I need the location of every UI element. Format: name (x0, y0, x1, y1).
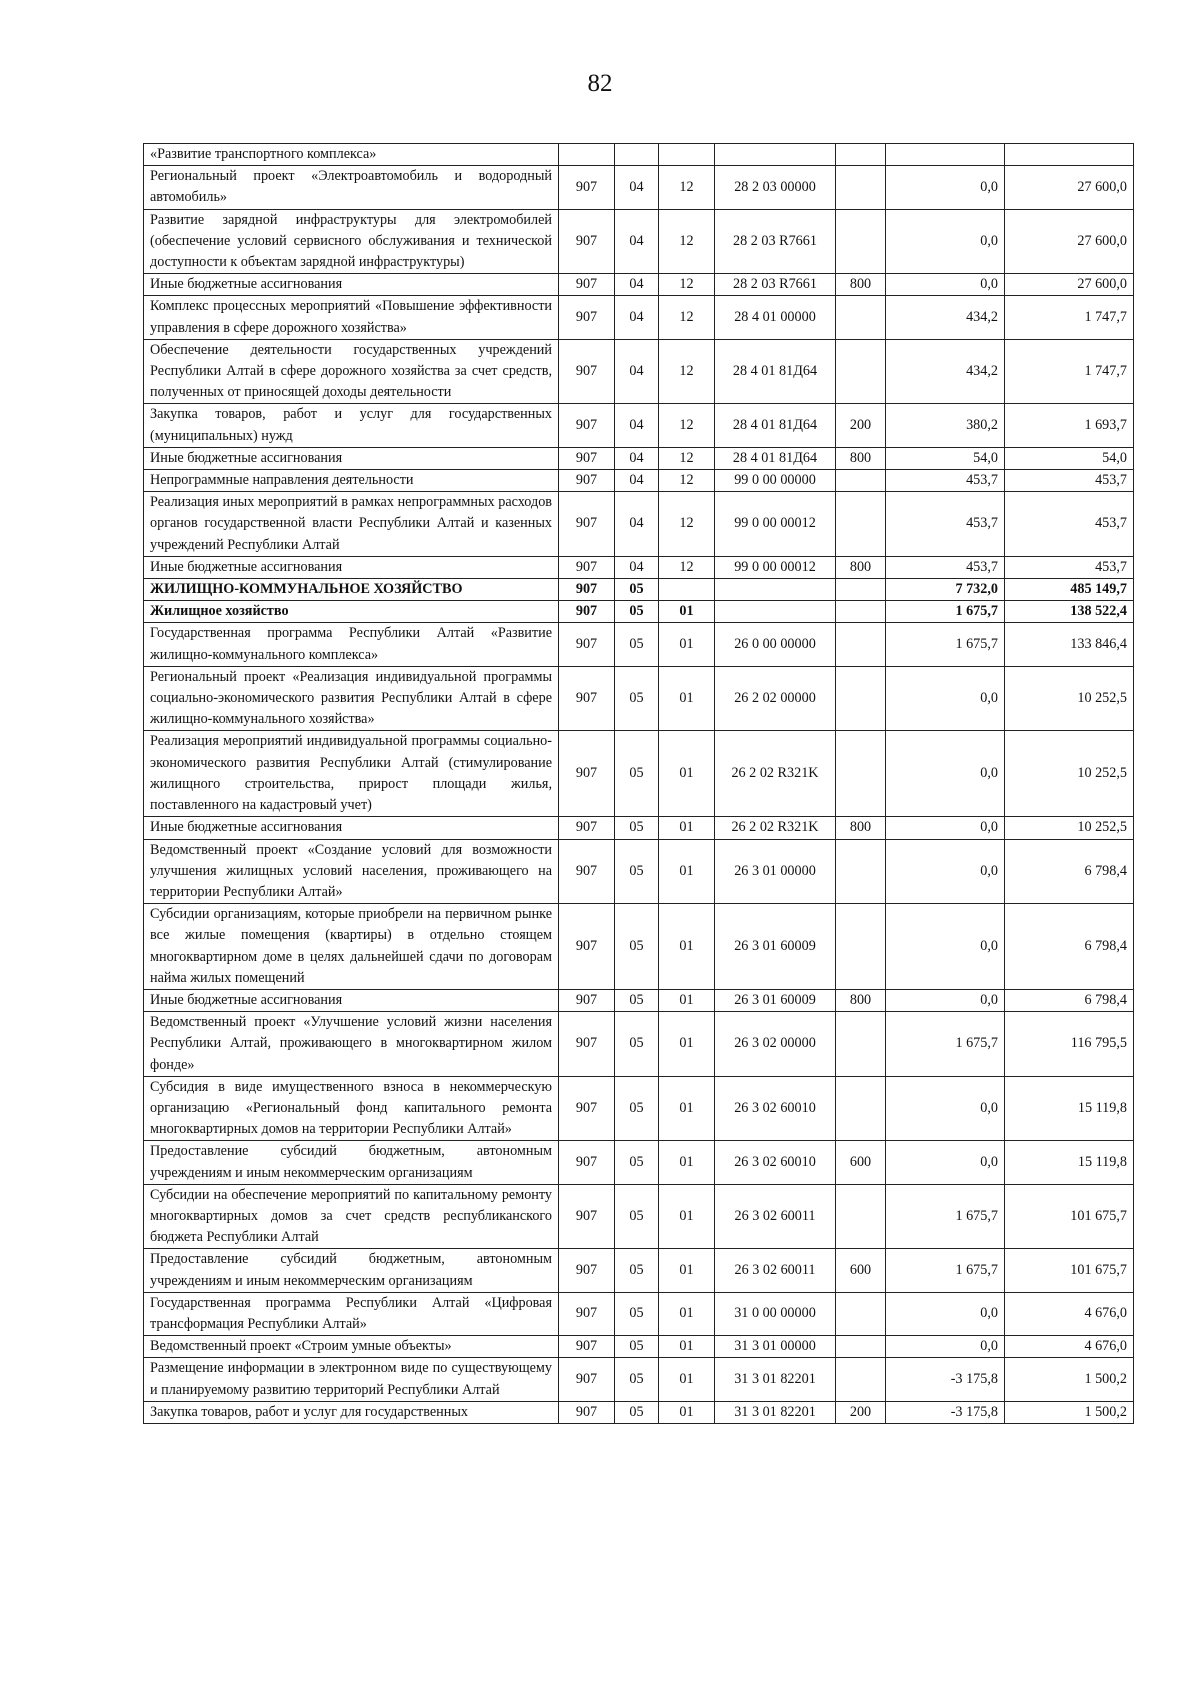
row-name-cell: Развитие зарядной инфраструктуры для электромобилей (обеспечение условий сервисного обслуживания и технической доступности к объектам зарядной инфраструктуры) (144, 209, 559, 274)
table-row (144, 209, 1134, 274)
row-amount-change-cell: 0,0 (886, 1141, 1005, 1184)
row-subsection-cell: 12 (659, 296, 715, 339)
row-section-cell: 04 (615, 339, 659, 404)
row-target-article-cell: 26 2 02 R321K (715, 731, 836, 817)
row-subsection-cell: 01 (659, 1076, 715, 1141)
row-ved-cell: 907 (559, 839, 615, 904)
row-target-article-cell: 28 2 03 R7661 (715, 274, 836, 296)
row-subsection-cell: 12 (659, 274, 715, 296)
row-name-cell: Ведомственный проект «Создание условий для возможности улучшения жилищных условий населения, проживающего на территории Республики Алтай» (144, 839, 559, 904)
row-subsection-cell: 12 (659, 492, 715, 557)
row-expense-type-cell (836, 1184, 886, 1249)
row-name-cell: ЖИЛИЩНО-КОММУНАЛЬНОЕ ХОЗЯЙСТВО (144, 579, 559, 601)
row-section-cell: 05 (615, 839, 659, 904)
row-ved-cell: 907 (559, 1358, 615, 1401)
row-ved-cell: 907 (559, 404, 615, 447)
row-section-cell: 04 (615, 296, 659, 339)
row-amount-change-cell: 1 675,7 (886, 623, 1005, 666)
row-expense-type-cell (836, 166, 886, 209)
row-section-cell: 05 (615, 1076, 659, 1141)
table-row (144, 1076, 1134, 1141)
row-expense-type-cell (836, 1336, 886, 1358)
row-amount-total-cell: 27 600,0 (1005, 166, 1134, 209)
row-expense-type-cell: 200 (836, 404, 886, 447)
table-row (144, 1358, 1134, 1401)
row-amount-total-cell: 4 676,0 (1005, 1292, 1134, 1335)
table-row (144, 1249, 1134, 1292)
row-section-cell: 05 (615, 1012, 659, 1077)
row-name-cell: Предоставление субсидий бюджетным, автономным учреждениям и иным некоммерческим организациям (144, 1249, 559, 1292)
row-amount-change-cell: 1 675,7 (886, 1184, 1005, 1249)
table-row (144, 1401, 1134, 1423)
row-subsection-cell (659, 144, 715, 166)
row-ved-cell (559, 144, 615, 166)
row-target-article-cell: 26 3 01 60009 (715, 904, 836, 990)
row-amount-total-cell: 138 522,4 (1005, 601, 1134, 623)
row-expense-type-cell: 800 (836, 556, 886, 578)
table-row (144, 144, 1134, 166)
row-subsection-cell: 01 (659, 731, 715, 817)
row-section-cell: 04 (615, 209, 659, 274)
row-amount-change-cell: -3 175,8 (886, 1358, 1005, 1401)
row-section-cell: 04 (615, 404, 659, 447)
row-amount-total-cell: 54,0 (1005, 447, 1134, 469)
row-target-article-cell: 31 0 00 00000 (715, 1292, 836, 1335)
row-amount-change-cell: 1 675,7 (886, 1012, 1005, 1077)
table-row (144, 601, 1134, 623)
table-row (144, 1292, 1134, 1335)
row-name-cell: Реализация иных мероприятий в рамках непрограммных расходов органов государственной власти Республики Алтай и казенных учреждений Республики Алтай (144, 492, 559, 557)
row-expense-type-cell: 800 (836, 447, 886, 469)
row-section-cell: 05 (615, 731, 659, 817)
row-name-cell: Региональный проект «Электроавтомобиль и водородный автомобиль» (144, 166, 559, 209)
row-amount-change-cell: 1 675,7 (886, 601, 1005, 623)
row-expense-type-cell: 600 (836, 1141, 886, 1184)
row-target-article-cell: 26 3 02 00000 (715, 1012, 836, 1077)
row-amount-change-cell: 0,0 (886, 839, 1005, 904)
row-amount-total-cell: 1 500,2 (1005, 1358, 1134, 1401)
row-amount-total-cell: 133 846,4 (1005, 623, 1134, 666)
row-amount-total-cell: 116 795,5 (1005, 1012, 1134, 1077)
row-target-article-cell: 31 3 01 82201 (715, 1358, 836, 1401)
row-subsection-cell: 01 (659, 989, 715, 1011)
row-ved-cell: 907 (559, 209, 615, 274)
row-target-article-cell: 26 0 00 00000 (715, 623, 836, 666)
row-expense-type-cell (836, 623, 886, 666)
row-target-article-cell: 26 3 02 60011 (715, 1184, 836, 1249)
row-ved-cell: 907 (559, 1249, 615, 1292)
row-section-cell: 04 (615, 492, 659, 557)
row-expense-type-cell: 600 (836, 1249, 886, 1292)
budget-table (143, 143, 1134, 1424)
row-name-cell: Региональный проект «Реализация индивидуальной программы социально-экономического развития Республики Алтай в сфере жилищно-коммунального хозяйства» (144, 666, 559, 731)
row-amount-change-cell: 0,0 (886, 904, 1005, 990)
row-subsection-cell: 12 (659, 166, 715, 209)
row-ved-cell: 907 (559, 601, 615, 623)
row-ved-cell: 907 (559, 666, 615, 731)
row-subsection-cell: 12 (659, 404, 715, 447)
row-amount-change-cell: 7 732,0 (886, 579, 1005, 601)
row-target-article-cell: 28 4 01 81Д64 (715, 339, 836, 404)
row-amount-total-cell (1005, 144, 1134, 166)
row-section-cell: 05 (615, 579, 659, 601)
row-amount-change-cell: 434,2 (886, 339, 1005, 404)
row-expense-type-cell (836, 579, 886, 601)
row-subsection-cell: 01 (659, 904, 715, 990)
row-name-cell: Реализация мероприятий индивидуальной программы социально-экономического развития Республики Алтай (стимулирование жилищного строительства, прирост площади жилья, поставленного на кадастровый учет) (144, 731, 559, 817)
row-amount-total-cell: 1 747,7 (1005, 296, 1134, 339)
row-name-cell: «Развитие транспортного комплекса» (144, 144, 559, 166)
row-amount-total-cell: 10 252,5 (1005, 817, 1134, 839)
row-amount-total-cell: 15 119,8 (1005, 1141, 1134, 1184)
row-ved-cell: 907 (559, 817, 615, 839)
row-amount-total-cell: 15 119,8 (1005, 1076, 1134, 1141)
row-ved-cell: 907 (559, 556, 615, 578)
table-row (144, 666, 1134, 731)
row-amount-change-cell: 453,7 (886, 556, 1005, 578)
row-name-cell: Иные бюджетные ассигнования (144, 556, 559, 578)
row-expense-type-cell (836, 209, 886, 274)
row-expense-type-cell: 800 (836, 989, 886, 1011)
row-section-cell: 05 (615, 1184, 659, 1249)
table-row (144, 492, 1134, 557)
row-name-cell: Иные бюджетные ассигнования (144, 989, 559, 1011)
row-expense-type-cell (836, 470, 886, 492)
row-subsection-cell: 01 (659, 839, 715, 904)
row-amount-total-cell: 453,7 (1005, 470, 1134, 492)
row-name-cell: Размещение информации в электронном виде по существующему и планируемому развитию территорий Республики Алтай (144, 1358, 559, 1401)
row-name-cell: Иные бюджетные ассигнования (144, 274, 559, 296)
row-subsection-cell: 12 (659, 339, 715, 404)
row-name-cell: Непрограммные направления деятельности (144, 470, 559, 492)
table-row (144, 1184, 1134, 1249)
row-amount-total-cell: 10 252,5 (1005, 666, 1134, 731)
row-name-cell: Иные бюджетные ассигнования (144, 817, 559, 839)
table-row (144, 166, 1134, 209)
row-target-article-cell (715, 144, 836, 166)
table-row (144, 1336, 1134, 1358)
row-section-cell: 05 (615, 1249, 659, 1292)
row-target-article-cell: 99 0 00 00000 (715, 470, 836, 492)
row-amount-change-cell: 0,0 (886, 666, 1005, 731)
row-ved-cell: 907 (559, 296, 615, 339)
row-amount-total-cell: 27 600,0 (1005, 274, 1134, 296)
row-subsection-cell: 12 (659, 209, 715, 274)
table-body (144, 144, 1134, 1424)
row-amount-total-cell: 1 747,7 (1005, 339, 1134, 404)
row-name-cell: Ведомственный проект «Улучшение условий жизни населения Республики Алтай, проживающего в многоквартирном жилом фонде» (144, 1012, 559, 1077)
row-ved-cell: 907 (559, 1401, 615, 1423)
row-expense-type-cell (836, 492, 886, 557)
row-target-article-cell: 28 2 03 R7661 (715, 209, 836, 274)
table-row (144, 470, 1134, 492)
row-expense-type-cell (836, 1358, 886, 1401)
row-amount-total-cell: 1 500,2 (1005, 1401, 1134, 1423)
row-name-cell: Комплекс процессных мероприятий «Повышение эффективности управления в сфере дорожного хозяйства» (144, 296, 559, 339)
row-amount-total-cell: 101 675,7 (1005, 1184, 1134, 1249)
row-target-article-cell: 31 3 01 82201 (715, 1401, 836, 1423)
row-subsection-cell: 01 (659, 1358, 715, 1401)
row-section-cell: 04 (615, 556, 659, 578)
table-row (144, 817, 1134, 839)
row-ved-cell: 907 (559, 492, 615, 557)
table-row (144, 989, 1134, 1011)
row-section-cell: 05 (615, 1401, 659, 1423)
row-target-article-cell: 28 2 03 00000 (715, 166, 836, 209)
table-row (144, 404, 1134, 447)
row-name-cell: Предоставление субсидий бюджетным, автономным учреждениям и иным некоммерческим организациям (144, 1141, 559, 1184)
table-row (144, 274, 1134, 296)
row-ved-cell: 907 (559, 989, 615, 1011)
row-amount-change-cell: 1 675,7 (886, 1249, 1005, 1292)
row-ved-cell: 907 (559, 1292, 615, 1335)
row-expense-type-cell (836, 339, 886, 404)
row-amount-total-cell: 485 149,7 (1005, 579, 1134, 601)
row-ved-cell: 907 (559, 1336, 615, 1358)
row-target-article-cell (715, 601, 836, 623)
table-row (144, 339, 1134, 404)
row-subsection-cell: 01 (659, 1249, 715, 1292)
row-target-article-cell (715, 579, 836, 601)
row-amount-total-cell: 6 798,4 (1005, 839, 1134, 904)
row-ved-cell: 907 (559, 166, 615, 209)
row-amount-total-cell: 6 798,4 (1005, 989, 1134, 1011)
row-subsection-cell: 01 (659, 1336, 715, 1358)
row-ved-cell: 907 (559, 904, 615, 990)
table-row (144, 839, 1134, 904)
row-name-cell: Жилищное хозяйство (144, 601, 559, 623)
row-ved-cell: 907 (559, 470, 615, 492)
row-subsection-cell: 01 (659, 1292, 715, 1335)
row-target-article-cell: 26 3 02 60011 (715, 1249, 836, 1292)
row-target-article-cell: 28 4 01 81Д64 (715, 447, 836, 469)
row-subsection-cell: 01 (659, 1184, 715, 1249)
row-section-cell: 05 (615, 989, 659, 1011)
row-amount-total-cell: 10 252,5 (1005, 731, 1134, 817)
row-target-article-cell: 26 3 01 00000 (715, 839, 836, 904)
row-section-cell: 05 (615, 817, 659, 839)
row-amount-change-cell: 0,0 (886, 1076, 1005, 1141)
row-section-cell: 05 (615, 1292, 659, 1335)
row-target-article-cell: 26 3 02 60010 (715, 1076, 836, 1141)
row-target-article-cell: 99 0 00 00012 (715, 492, 836, 557)
row-name-cell: Иные бюджетные ассигнования (144, 447, 559, 469)
row-amount-change-cell: 0,0 (886, 209, 1005, 274)
row-amount-total-cell: 453,7 (1005, 556, 1134, 578)
row-amount-change-cell: 0,0 (886, 1292, 1005, 1335)
row-expense-type-cell (836, 731, 886, 817)
table-row (144, 623, 1134, 666)
row-target-article-cell: 28 4 01 81Д64 (715, 404, 836, 447)
row-section-cell: 05 (615, 623, 659, 666)
row-expense-type-cell: 200 (836, 1401, 886, 1423)
row-amount-change-cell: 0,0 (886, 731, 1005, 817)
table-row (144, 1012, 1134, 1077)
row-name-cell: Обеспечение деятельности государственных учреждений Республики Алтай в сфере дорожного хозяйства за счет средств, полученных от приносящей доходы деятельности (144, 339, 559, 404)
row-ved-cell: 907 (559, 1012, 615, 1077)
row-target-article-cell: 26 3 01 60009 (715, 989, 836, 1011)
row-subsection-cell: 01 (659, 601, 715, 623)
row-subsection-cell: 01 (659, 1401, 715, 1423)
row-name-cell: Ведомственный проект «Строим умные объекты» (144, 1336, 559, 1358)
row-ved-cell: 907 (559, 623, 615, 666)
row-name-cell: Субсидии организациям, которые приобрели на первичном рынке все жилые помещения (квартиры) в отдельно стоящем многоквартирном доме в целях дальнейшей сдачи по договорам найма жилых помещений (144, 904, 559, 990)
table-row (144, 447, 1134, 469)
row-amount-change-cell (886, 144, 1005, 166)
page-number: 82 (587, 70, 613, 97)
table-row (144, 1141, 1134, 1184)
row-amount-change-cell: 0,0 (886, 274, 1005, 296)
row-amount-change-cell: 0,0 (886, 1336, 1005, 1358)
row-name-cell: Закупка товаров, работ и услуг для государственных (муниципальных) нужд (144, 404, 559, 447)
row-target-article-cell: 26 2 02 00000 (715, 666, 836, 731)
row-expense-type-cell: 800 (836, 274, 886, 296)
row-amount-total-cell: 1 693,7 (1005, 404, 1134, 447)
row-subsection-cell: 01 (659, 1141, 715, 1184)
row-subsection-cell: 12 (659, 447, 715, 469)
row-section-cell (615, 144, 659, 166)
row-target-article-cell: 31 3 01 00000 (715, 1336, 836, 1358)
row-name-cell: Государственная программа Республики Алтай «Цифровая трансформация Республики Алтай» (144, 1292, 559, 1335)
row-expense-type-cell (836, 296, 886, 339)
row-amount-change-cell: 434,2 (886, 296, 1005, 339)
row-expense-type-cell (836, 601, 886, 623)
row-ved-cell: 907 (559, 579, 615, 601)
row-subsection-cell (659, 579, 715, 601)
row-amount-change-cell: 0,0 (886, 989, 1005, 1011)
row-target-article-cell: 26 2 02 R321K (715, 817, 836, 839)
row-subsection-cell: 01 (659, 623, 715, 666)
row-ved-cell: 907 (559, 274, 615, 296)
row-amount-change-cell: 0,0 (886, 166, 1005, 209)
row-section-cell: 04 (615, 470, 659, 492)
row-section-cell: 05 (615, 1141, 659, 1184)
table-row (144, 556, 1134, 578)
row-ved-cell: 907 (559, 1076, 615, 1141)
row-amount-change-cell: 453,7 (886, 492, 1005, 557)
row-name-cell: Закупка товаров, работ и услуг для государственных (144, 1401, 559, 1423)
row-amount-total-cell: 101 675,7 (1005, 1249, 1134, 1292)
row-section-cell: 05 (615, 1358, 659, 1401)
row-expense-type-cell (836, 1076, 886, 1141)
row-ved-cell: 907 (559, 447, 615, 469)
row-amount-change-cell: 380,2 (886, 404, 1005, 447)
row-section-cell: 05 (615, 1336, 659, 1358)
row-expense-type-cell (836, 144, 886, 166)
row-section-cell: 04 (615, 274, 659, 296)
row-name-cell: Субсидия в виде имущественного взноса в некоммерческую организацию «Региональный фонд капитального ремонта многоквартирных домов на территории Республики Алтай» (144, 1076, 559, 1141)
row-section-cell: 04 (615, 447, 659, 469)
row-section-cell: 05 (615, 904, 659, 990)
row-amount-total-cell: 6 798,4 (1005, 904, 1134, 990)
table-row (144, 731, 1134, 817)
row-section-cell: 05 (615, 601, 659, 623)
row-section-cell: 04 (615, 166, 659, 209)
table-row (144, 296, 1134, 339)
row-amount-total-cell: 4 676,0 (1005, 1336, 1134, 1358)
row-subsection-cell: 01 (659, 666, 715, 731)
table-row (144, 579, 1134, 601)
row-amount-change-cell: 453,7 (886, 470, 1005, 492)
row-expense-type-cell: 800 (836, 817, 886, 839)
row-name-cell: Субсидии на обеспечение мероприятий по капитальному ремонту многоквартирных домов за счет средств республиканского бюджета Республики Алтай (144, 1184, 559, 1249)
row-amount-change-cell: -3 175,8 (886, 1401, 1005, 1423)
row-ved-cell: 907 (559, 1184, 615, 1249)
row-subsection-cell: 12 (659, 470, 715, 492)
row-ved-cell: 907 (559, 339, 615, 404)
row-amount-total-cell: 27 600,0 (1005, 209, 1134, 274)
row-target-article-cell: 99 0 00 00012 (715, 556, 836, 578)
row-expense-type-cell (836, 839, 886, 904)
row-name-cell: Государственная программа Республики Алтай «Развитие жилищно-коммунального комплекса» (144, 623, 559, 666)
row-amount-change-cell: 54,0 (886, 447, 1005, 469)
row-subsection-cell: 01 (659, 817, 715, 839)
row-expense-type-cell (836, 904, 886, 990)
table-row (144, 904, 1134, 990)
row-target-article-cell: 28 4 01 00000 (715, 296, 836, 339)
row-ved-cell: 907 (559, 1141, 615, 1184)
row-subsection-cell: 01 (659, 1012, 715, 1077)
row-subsection-cell: 12 (659, 556, 715, 578)
row-amount-total-cell: 453,7 (1005, 492, 1134, 557)
row-expense-type-cell (836, 1292, 886, 1335)
row-section-cell: 05 (615, 666, 659, 731)
row-expense-type-cell (836, 666, 886, 731)
row-target-article-cell: 26 3 02 60010 (715, 1141, 836, 1184)
row-amount-change-cell: 0,0 (886, 817, 1005, 839)
row-ved-cell: 907 (559, 731, 615, 817)
row-expense-type-cell (836, 1012, 886, 1077)
